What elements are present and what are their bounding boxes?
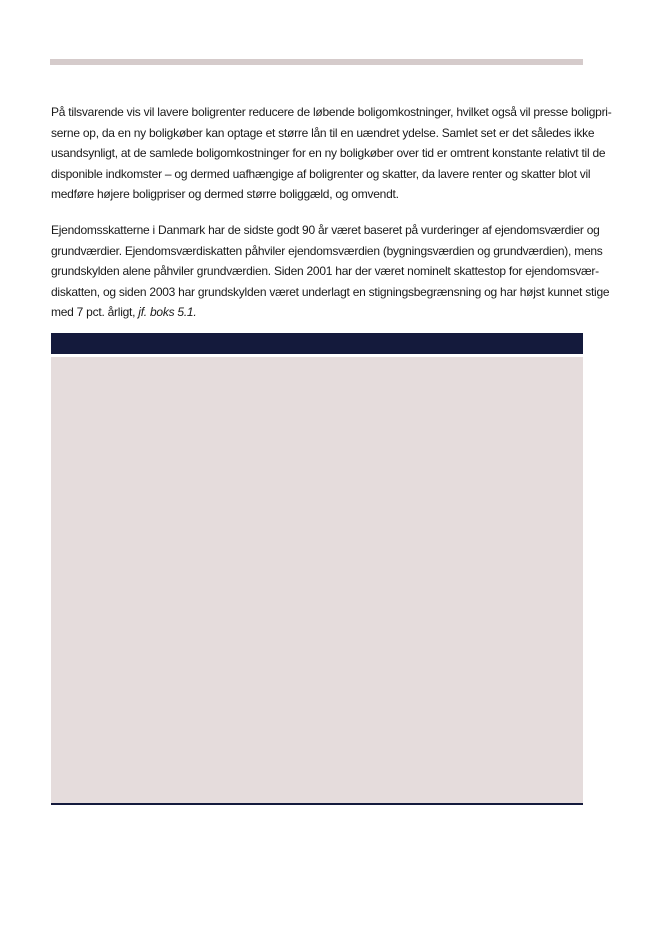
text-fragment: med 7 pct. årligt, bbox=[51, 305, 139, 320]
text-line-last bbox=[51, 302, 585, 323]
box-bottom-rule bbox=[51, 803, 583, 805]
text-line: usandsynligt, at de samlede boligomkostninger for en ny boligkøber over tid er omtrent konstante relativt til de bbox=[51, 146, 606, 161]
text-line: diskatten, og siden 2003 har grundskylden været underlagt en stigningsbegrænsning og har højst kunnet stige bbox=[51, 284, 610, 299]
paragraph-property-taxes bbox=[51, 220, 610, 323]
text-line: grundskylden alene påhviler grundværdien. Siden 2001 har der været nominelt skattestop for ejendomsvær- bbox=[51, 264, 599, 279]
text-line: grundværdier. Ejendomsværdiskatten påhviler ejendomsværdien (bygningsværdien og grundværdien), mens bbox=[51, 243, 603, 258]
box-reference: jf. boks 5.1. bbox=[138, 305, 197, 320]
box-body-panel bbox=[51, 357, 583, 803]
text-line: disponible indkomster – og dermed uafhængige af boligrenter og skatter, da lavere renter og skatter blot vil bbox=[51, 166, 591, 181]
paragraph-housing-costs bbox=[51, 102, 612, 205]
text-line: serne op, da en ny boligkøber kan optage et større lån til en uændret ydelse. Samlet set er det således ikke bbox=[51, 125, 595, 140]
box-header-bar bbox=[51, 333, 583, 354]
text-line: medføre højere boligpriser og dermed større boliggæld, og omvendt. bbox=[51, 187, 399, 202]
text-line: På tilsvarende vis vil lavere boligrenter reducere de løbende boligomkostninger, hvilket også vil presse boligpri- bbox=[51, 105, 612, 119]
text-line: Ejendomsskatterne i Danmark har de sidste godt 90 år været baseret på vurderinger af ejendomsværdier og bbox=[51, 223, 600, 237]
top-divider bbox=[50, 59, 583, 65]
